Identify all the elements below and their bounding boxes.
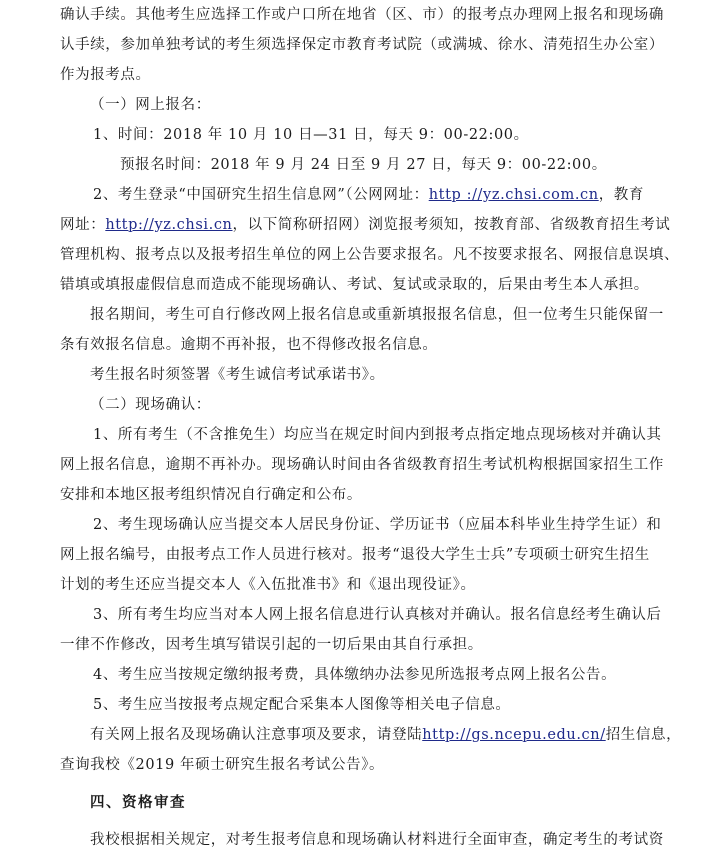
- text-line: 我校根据相关规定，对考生报考信息和现场确认材料进行全面审查，确定考生的考试资: [90, 832, 664, 848]
- text-line: 认手续，参加单独考试的考生须选择保定市教育考试院（或满城、徐水、清苑招生办公室）: [60, 37, 664, 53]
- text-span: ，以下简称研招网）浏览报考须知，按教育部、省级教育招生考试: [232, 217, 671, 233]
- text-line: 3、所有考生均应当对本人网上报名信息进行认真核对并确认。报名信息经考生确认后: [93, 607, 662, 623]
- text-line: 2、考生现场确认应当提交本人居民身份证、学历证书（应届本科毕业生持学生证）和: [93, 517, 662, 533]
- subheading-online-registration: （一）网上报名：: [90, 97, 211, 113]
- text-span: ，教育: [598, 187, 645, 203]
- text-line: 错填或填报虚假信息而造成不能现场确认、考试、复试或录取的，后果由考生本人承担。: [60, 277, 649, 293]
- text-line: 1、所有考生（不含推免生）均应当在规定时间内到报考点指定地点现场核对并确认其: [93, 427, 662, 443]
- chsi-link[interactable]: http ://yz.chsi.com.cn: [428, 187, 599, 203]
- text-span: 招生信息，: [605, 727, 682, 743]
- text-line: 一律不作修改，因考生填写错误引起的一切后果由其自行承担。: [60, 637, 483, 653]
- text-line: 作为报考点。: [60, 67, 151, 83]
- text-span: 网址：: [60, 217, 106, 233]
- ncepu-link[interactable]: http://gs.ncepu.edu.cn/: [422, 727, 606, 743]
- text-line: 确认手续。其他考生应选择工作或户口所在地省（区、市）的报考点办理网上报名和现场确: [60, 7, 664, 23]
- text-line: [93, 185, 644, 205]
- text-span: 有关网上报名及现场确认注意事项及要求，请登陆: [90, 727, 423, 743]
- text-line: [90, 725, 681, 745]
- section-heading-qualification-review: 四、资格审查: [90, 795, 186, 811]
- text-span: 2、考生登录“中国研究生招生信息网”（公网网址：: [93, 187, 429, 203]
- text-line: 报名期间，考生可自行修改网上报名信息或重新填报报名信息，但一位考生只能保留一: [90, 307, 664, 323]
- text-line: 条有效报名信息。逾期不再补报，也不得修改报名信息。: [60, 337, 438, 353]
- text-line: 5、考生应当按报考点规定配合采集本人图像等相关电子信息。: [93, 697, 511, 713]
- text-line: 网上报名信息，逾期不再补办。现场确认时间由各省级教育招生考试机构根据国家招生工作: [60, 457, 664, 473]
- text-line: 管理机构、报考点以及报考招生单位的网上公告要求报名。凡不按要求报名、网报信息误填、: [60, 247, 680, 263]
- text-line: 网上报名编号，由报考点工作人员进行核对。报考“退役大学生士兵”专项硕士研究生招生: [60, 547, 650, 563]
- text-line: 4、考生应当按规定缴纳报考费，具体缴纳办法参见所选报考点网上报名公告。: [93, 667, 617, 683]
- subheading-onsite-confirmation: （二）现场确认：: [90, 397, 211, 413]
- text-line: 预报名时间：2018 年 9 月 24 日至 9 月 27 日，每天 9：00-22:00。: [120, 157, 607, 173]
- yz-chsi-link[interactable]: http://yz.chsi.cn: [105, 217, 233, 233]
- text-line: 1、时间：2018 年 10 月 10 日—31 日，每天 9：00-22:00。: [93, 127, 529, 143]
- text-line: 查询我校《2019 年硕士研究生报名考试公告》。: [60, 757, 385, 773]
- text-line: [60, 215, 670, 235]
- text-line: 考生报名时须签署《考生诚信考试承诺书》。: [90, 367, 385, 383]
- text-line: 安排和本地区报考组织情况自行确定和公布。: [60, 487, 362, 503]
- text-line: 计划的考生还应当提交本人《入伍批准书》和《退出现役证》。: [60, 577, 476, 593]
